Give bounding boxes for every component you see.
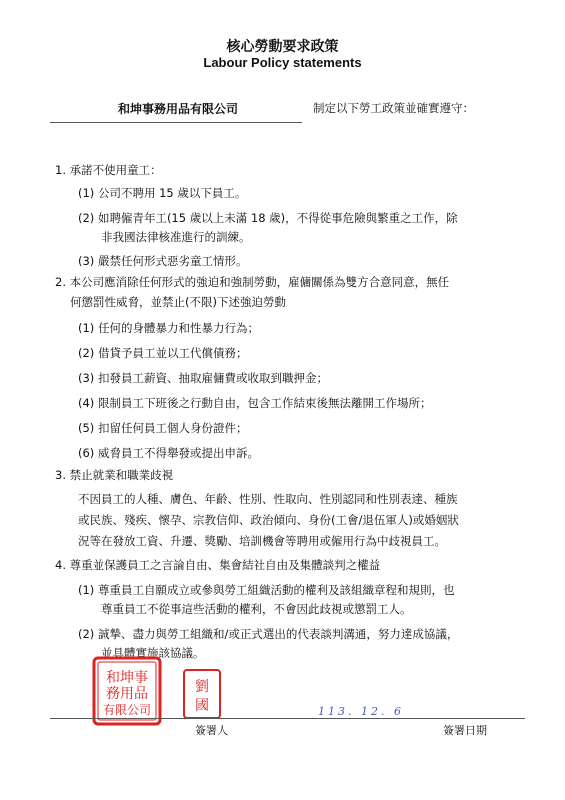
section-2-item-6: (6) 威脅員工不得舉發或提出申訴。 (78, 446, 259, 460)
svg-text:劉: 劉 (195, 679, 209, 695)
declaration-text: 制定以下勞工政策並確實遵守： (313, 101, 474, 115)
svg-text:國: 國 (195, 698, 209, 714)
section-2-heading: 2. 本公司應消除任何形式的強迫和強制勞動，雇傭關係為雙方合意同意，無任 (55, 275, 450, 289)
section-4-item-2: (2) 誠摯、盡力與勞工組織和/或正式選出的代表談判溝通，努力達成協議， (78, 627, 459, 641)
company-seal (92, 656, 162, 726)
section-2-item-2: (2) 借貸予員工並以工代償債務； (78, 346, 248, 360)
section-3-heading: 3. 禁止就業和職業歧視 (55, 468, 174, 482)
section-1-item-2-cont: 非我國法律核准進行的訓練。 (101, 230, 251, 244)
svg-text:和坤事: 和坤事 (106, 670, 148, 686)
section-1-item-2: (2) 如聘僱青年工(15 歲以上未滿 18 歲)，不得從事危險與繁重之工作，除 (78, 211, 458, 225)
svg-text:務用品: 務用品 (106, 686, 148, 702)
handwritten-date: 113. 12. 6 (318, 705, 404, 718)
signature-line (50, 718, 525, 719)
section-2-item-5: (5) 扣留任何員工個人身份證件； (78, 421, 248, 435)
section-2-item-1: (1) 任何的身體暴力和性暴力行為； (78, 321, 259, 335)
section-2-heading-cont: 何懲罰性威脅，並禁止(不限)下述強迫勞動 (70, 295, 286, 309)
section-3-line-1: 不因員工的人種、膚色、年齡、性別、性取向、性別認同和性別表達、種族 (78, 492, 458, 506)
section-1-item-3: (3) 嚴禁任何形式惡劣童工情形。 (78, 254, 248, 268)
section-2-item-4: (4) 限制員工下班後之行動自由，包含工作結束後無法離開工作場所； (78, 396, 432, 410)
section-1-heading: 1. 承諾不使用童工： (55, 163, 162, 177)
section-4-item-1-cont: 尊重員工不從事這些活動的權利，不會因此歧視或懲罰工人。 (101, 602, 412, 616)
svg-text:有限公司: 有限公司 (102, 703, 152, 717)
sign-date-label: 簽署日期 (443, 724, 487, 737)
section-4-heading: 4. 尊重並保護員工之言論自由、集會結社自由及集體談判之權益 (55, 558, 381, 572)
section-2-item-3: (3) 扣發員工薪資、抽取雇傭費或收取到職押金； (78, 371, 328, 385)
company-name: 和坤事務用品有限公司 (118, 102, 239, 116)
personal-seal (182, 668, 222, 720)
company-underline (50, 122, 302, 123)
section-4-item-2-cont: 並具體實施該協議。 (101, 646, 205, 660)
section-3-line-2: 或民族、殘疾、懷孕、宗教信仰、政治傾向、身份(工會/退伍軍人)或婚姻狀 (78, 513, 459, 527)
section-3-line-3: 況等在發放工資、升遷、獎勵、培訓機會等聘用或僱用行為中歧視員工。 (78, 534, 446, 548)
section-4-item-1: (1) 尊重員工自願成立或參與勞工組織活動的權利及該組織章程和規則，也 (78, 583, 455, 597)
signer-label: 簽署人 (195, 724, 228, 737)
title-chinese: 核心勞動要求政策 (226, 39, 339, 55)
title-english: Labour Policy statements (203, 55, 362, 70)
section-1-item-1: (1) 公司不聘用 15 歲以下員工。 (78, 186, 247, 200)
